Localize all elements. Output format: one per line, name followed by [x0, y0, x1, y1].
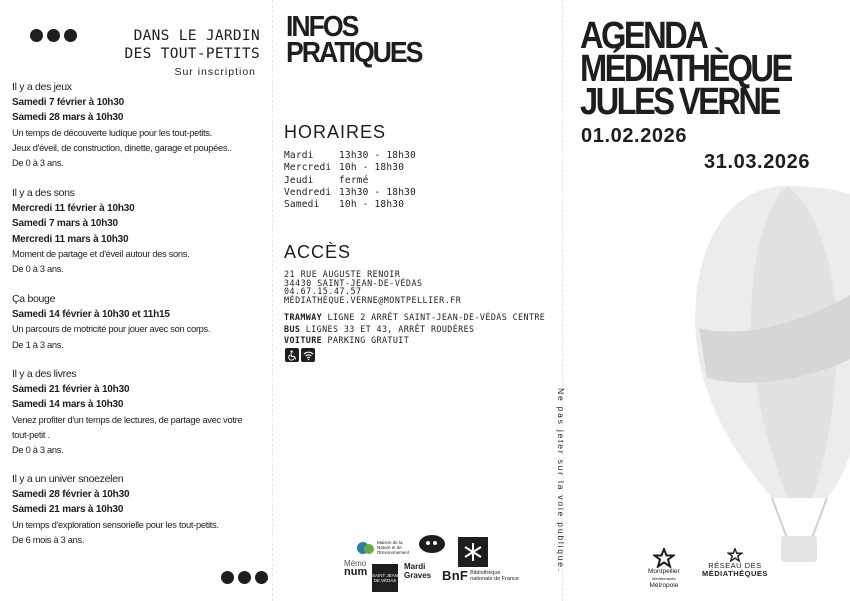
session-date: Samedi 28 février à 10h30	[12, 489, 130, 501]
leaf-icon	[357, 541, 375, 555]
hours-heading: HORAIRES	[284, 122, 387, 142]
round-badge-icon	[419, 535, 445, 553]
memonum-bottom: num	[344, 566, 368, 578]
hours-time: 10h - 18h30	[339, 199, 405, 211]
session-date: Samedi 14 février à 10h30 et 11h15	[12, 309, 170, 321]
age-range: De 6 mois à 3 ans.	[12, 534, 85, 545]
mardi-graves-top: Mardi	[404, 562, 426, 571]
logo-maison-nature	[357, 540, 417, 555]
registration-note: Sur inscription	[174, 66, 256, 78]
title-line-1: AGENDA	[580, 15, 707, 57]
infos-title	[286, 11, 422, 69]
transport-detail: LIGNES 33 ET 43, ARRÊT ROUDÈRES	[300, 323, 475, 334]
reseau-star-icon	[727, 548, 743, 562]
activity-section-books	[12, 367, 267, 458]
hours-time: 10h - 18h30	[339, 162, 405, 174]
session-date: Mercredi 11 février à 10h30	[12, 203, 135, 215]
session-date: Samedi 21 février à 10h30	[12, 384, 130, 396]
hours-time: 13h30 - 18h30	[339, 186, 416, 198]
logo-square-emblem	[458, 537, 488, 567]
mardi-graves-bottom: Graves	[404, 571, 432, 580]
panel-header	[100, 27, 260, 63]
end-date: 31.03.2026	[704, 151, 811, 173]
maison-nature-caption: Maison de la Nature et de l'Environnement	[377, 540, 410, 555]
hours-row	[284, 150, 416, 162]
transport-label: TRAMWAY	[284, 312, 323, 322]
email-address: MÉDIATHÈQUE.VERNE@MONTPELLIER.FR	[284, 294, 462, 305]
montpellier-line-1: Montpellier	[648, 568, 680, 575]
section-description: Venez profiter d'un temps de lectures, de partage avec votre	[12, 414, 243, 425]
start-date: 01.02.2026	[581, 125, 688, 147]
phone-number: 04.67.15.47.57	[284, 286, 362, 297]
section-description: Un temps de découverte ludique pour les tout-petits.	[12, 127, 212, 138]
activity-section-movement	[12, 292, 267, 353]
title-line-3: JULES VERNE	[580, 81, 779, 123]
middle-panel	[272, 0, 566, 601]
bnf-caption-line-2: nationale de France	[470, 575, 519, 582]
hours-time: 13h30 - 18h30	[339, 150, 416, 161]
partner-logos	[342, 532, 557, 597]
dots-decoration-bottom	[221, 571, 268, 584]
logo-reseau-mediatheques	[702, 548, 768, 578]
session-date: Samedi 7 février à 10h30	[12, 97, 124, 109]
transport-detail: LIGNE 2 ARRÊT SAINT-JEAN-DE-VÉDAS CENTRE	[322, 312, 546, 322]
bnf-caption	[470, 570, 540, 582]
age-range: De 0 à 3 ans.	[12, 158, 64, 169]
hours-day: Mardi	[284, 150, 314, 161]
memonum-top: Mémo	[344, 559, 367, 568]
street-address: 21 RUE AUGUSTE RENOIR	[284, 269, 401, 279]
header-line-2: DES TOUT-PETITS	[124, 46, 260, 62]
section-title: Il y a des livres	[12, 368, 77, 380]
logo-memonum	[344, 560, 367, 578]
dots-decoration-top	[30, 29, 77, 42]
age-range: De 1 à 3 ans.	[12, 339, 64, 350]
address-block	[284, 270, 461, 304]
wheelchair-icon	[285, 348, 299, 362]
hours-day: Samedi	[284, 199, 320, 211]
montpellier-star-icon	[653, 548, 675, 568]
section-title: Il y a un univer snoezelen	[12, 473, 124, 485]
logo-round-badge	[419, 535, 445, 553]
transport-info	[284, 312, 545, 347]
access-heading: ACCÈS	[284, 242, 352, 262]
transport-bus	[284, 324, 545, 336]
hours-day: Jeudi	[284, 174, 314, 186]
hours-row	[284, 175, 416, 187]
transport-detail: PARKING GRATUIT	[322, 335, 410, 345]
session-date: Samedi 28 mars à 10h30	[12, 112, 124, 124]
hours-day: Mercredi	[284, 162, 332, 174]
section-description: Un parcours de motricité pour jouer avec son corps.	[12, 324, 211, 335]
section-title: Ça bouge	[12, 293, 56, 305]
title-line-2: MÉDIATHÈQUE	[580, 48, 791, 90]
activity-section-snoezelen	[12, 472, 267, 548]
age-range: De 0 à 3 ans.	[12, 264, 64, 275]
agenda-title	[580, 15, 791, 123]
transport-car	[284, 335, 545, 347]
opening-hours	[284, 150, 416, 211]
montpellier-caption	[648, 568, 680, 589]
title-line-2: PRATIQUES	[286, 37, 422, 69]
wifi-icon	[301, 348, 315, 362]
logo-montpellier	[648, 548, 680, 589]
transport-label: VOITURE	[284, 335, 323, 345]
session-date: Samedi 14 mars à 10h30	[12, 399, 124, 411]
bnf-mark: BnF	[442, 568, 469, 583]
session-date: Samedi 7 mars à 10h30	[12, 218, 118, 230]
hot-air-balloon-illustration	[677, 178, 850, 598]
section-description: tout-petit .	[12, 429, 50, 440]
section-title: Il y a des sons	[12, 187, 75, 199]
section-description: Moment de partage et d'éveil autour des sons.	[12, 248, 190, 259]
logo-saint-jean	[372, 564, 398, 592]
session-date: Mercredi 11 mars à 10h30	[12, 233, 129, 245]
accessibility-icons	[285, 348, 315, 362]
hours-row	[284, 199, 416, 211]
reseau-line-2: MÉDIATHÈQUES	[702, 569, 768, 578]
header-line-1: DANS LE JARDIN	[133, 28, 260, 44]
logo-mardi-graves	[404, 562, 431, 580]
session-date: Samedi 21 mars à 10h30	[12, 504, 124, 516]
left-panel	[0, 0, 272, 601]
section-description: Un temps d'exploration sensorielle pour les tout-petits.	[12, 519, 219, 530]
bnf-caption-line-1: Bibliothèque	[470, 569, 501, 576]
right-panel	[562, 0, 850, 601]
logo-bnf	[442, 568, 540, 583]
activity-section-games	[12, 80, 267, 171]
hours-row	[284, 162, 416, 174]
hours-row	[284, 187, 416, 199]
age-range: De 0 à 3 ans.	[12, 445, 64, 456]
reseau-line-1: RÉSEAU DES	[708, 561, 762, 570]
hours-time: fermé	[339, 174, 369, 186]
activity-section-sounds	[12, 186, 267, 277]
section-description: Jeux d'éveil, de construction, dinette, garage et poupées..	[12, 142, 232, 153]
postal-city: 34430 SAINT-JEAN-DE-VÉDAS	[284, 277, 423, 288]
asterisk-emblem-icon	[458, 537, 488, 567]
transport-label: BUS	[284, 323, 301, 334]
transport-tram	[284, 312, 545, 324]
recycling-note: Ne pas jeter sur la voie publique.	[556, 388, 566, 573]
montpellier-line-3: Métropole	[649, 582, 679, 589]
reseau-caption	[702, 562, 768, 578]
hours-day: Vendredi	[284, 186, 332, 198]
section-title: Il y a des jeux	[12, 81, 72, 93]
saint-jean-badge: SAINT JEAN DE VÉDAS	[372, 564, 398, 592]
montpellier-line-2: Méditerranée	[652, 576, 676, 581]
title-line-1: INFOS	[286, 11, 358, 43]
